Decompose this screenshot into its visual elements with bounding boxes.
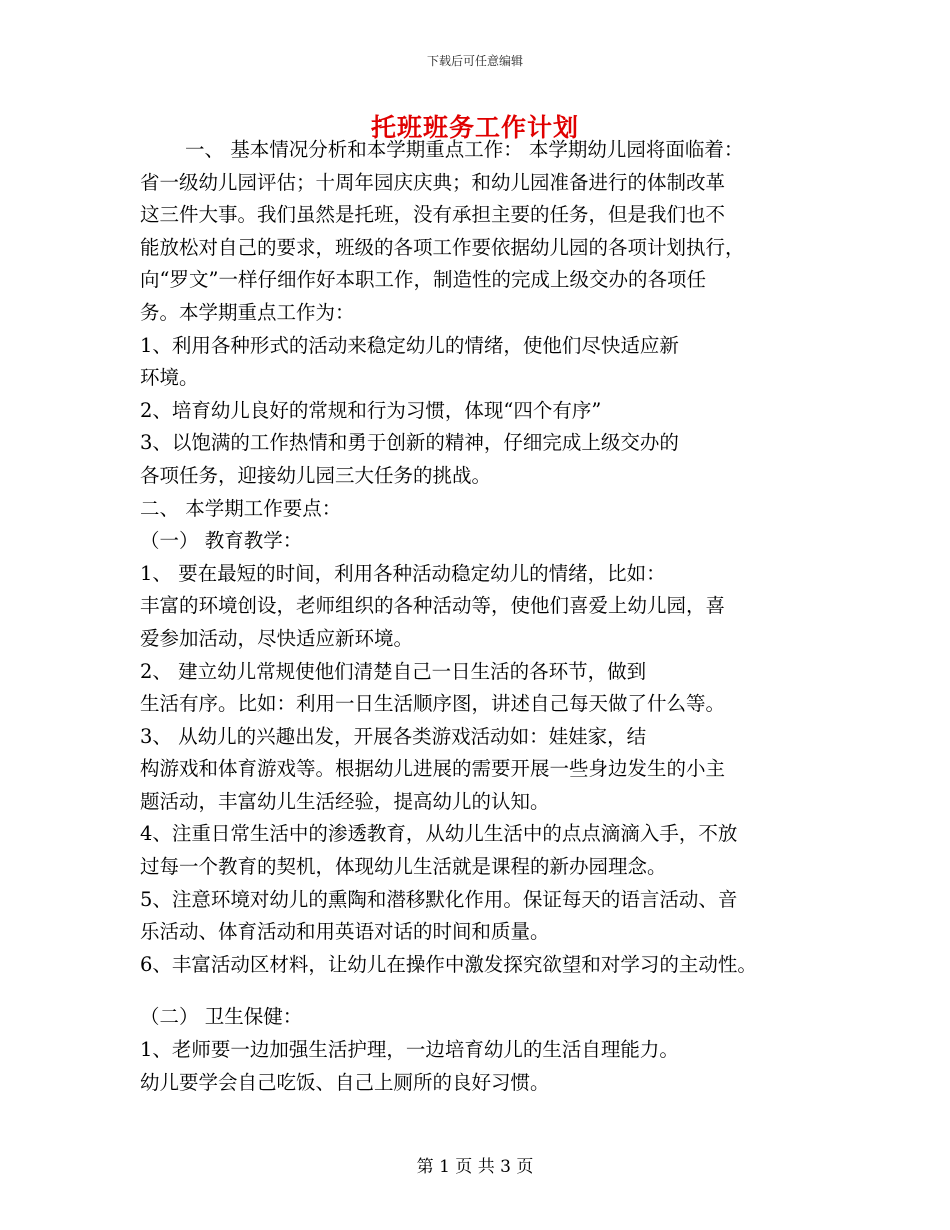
- document-title: 托班班务工作计划: [370, 113, 579, 142]
- list-item-continuation: 生活有序。比如：利用一日生活顺序图，讲述自己每天做了什么等。: [140, 692, 726, 716]
- page-footer: 第 1 页 共 3 页: [416, 1157, 534, 1177]
- list-item-continuation: 爱参加活动，尽快适应新环境。: [140, 626, 414, 650]
- list-item: 1、老师要一边加强生活护理，一边培育幼儿的生活自理能力。: [140, 1038, 679, 1062]
- paragraph-line: 向“罗文”一样仔细作好本职工作，制造性的完成上级交办的各项任: [140, 268, 706, 292]
- list-item-continuation: 构游戏和体育游戏等。根据幼儿进展的需要开展一些身边发生的小主: [140, 757, 726, 781]
- paragraph-line: 这三件大事。我们虽然是托班，没有承担主要的任务，但是我们也不: [140, 203, 726, 227]
- list-item: 6、丰富活动区材料，让幼儿在操作中激发探究欲望和对学习的主动性。: [140, 952, 757, 976]
- page-header: 下载后可任意编辑: [426, 54, 523, 68]
- subsection-heading: （二） 卫生保健：: [140, 1005, 303, 1029]
- paragraph-line: 一、 基本情况分析和本学期重点工作： 本学期幼儿园将面临着：: [185, 138, 744, 161]
- paragraph-line: 务。本学期重点工作为：: [140, 300, 355, 324]
- list-item-continuation: 各项任务，迎接幼儿园三大任务的挑战。: [140, 463, 492, 487]
- list-item-continuation: 环境。: [140, 366, 199, 390]
- list-item: 3、以饱满的工作热情和勇于创新的精神，仔细完成上级交办的: [140, 431, 679, 455]
- list-item-continuation: 乐活动、体育活动和用英语对话的时间和质量。: [140, 920, 550, 944]
- subsection-heading: （一） 教育教学：: [140, 529, 303, 553]
- document-body: [140, 134, 840, 1099]
- paragraph-gap: [140, 981, 840, 1001]
- list-item-continuation: 幼儿要学会自己吃饭、自己上厕所的良好习惯。: [140, 1070, 550, 1094]
- section-heading: 二、 本学期工作要点：: [140, 496, 342, 520]
- list-item-continuation: 题活动，丰富幼儿生活经验，提高幼儿的认知。: [140, 789, 550, 813]
- list-item: 3、 从幼儿的兴趣出发，开展各类游戏活动如：娃娃家，结: [140, 724, 647, 748]
- list-item: 5、注意环境对幼儿的熏陶和潜移默化作用。保证每天的语言活动、音: [140, 887, 738, 911]
- list-item-continuation: 丰富的环境创设，老师组织的各种活动等，使他们喜爱上幼儿园，喜: [140, 594, 726, 618]
- list-item: 2、 建立幼儿常规使他们清楚自己一日生活的各环节，做到: [140, 659, 647, 683]
- paragraph-line: 能放松对自己的要求，班级的各项工作要依据幼儿园的各项计划执行，: [140, 235, 745, 259]
- list-item-continuation: 过每一个教育的契机，体现幼儿生活就是课程的新办园理念。: [140, 855, 667, 879]
- list-item: 2、培育幼儿良好的常规和行为习惯，体现“四个有序”: [140, 398, 602, 422]
- list-item: 4、注重日常生活中的渗透教育，从幼儿生活中的点点滴滴入手，不放: [140, 822, 738, 846]
- paragraph-line: 省一级幼儿园评估；十周年园庆庆典；和幼儿园准备进行的体制改革: [140, 170, 726, 194]
- list-item: 1、 要在最短的时间，利用各种活动稳定幼儿的情绪，比如：: [140, 561, 666, 585]
- list-item: 1、利用各种形式的活动来稳定幼儿的情绪，使他们尽快适应新: [140, 333, 679, 357]
